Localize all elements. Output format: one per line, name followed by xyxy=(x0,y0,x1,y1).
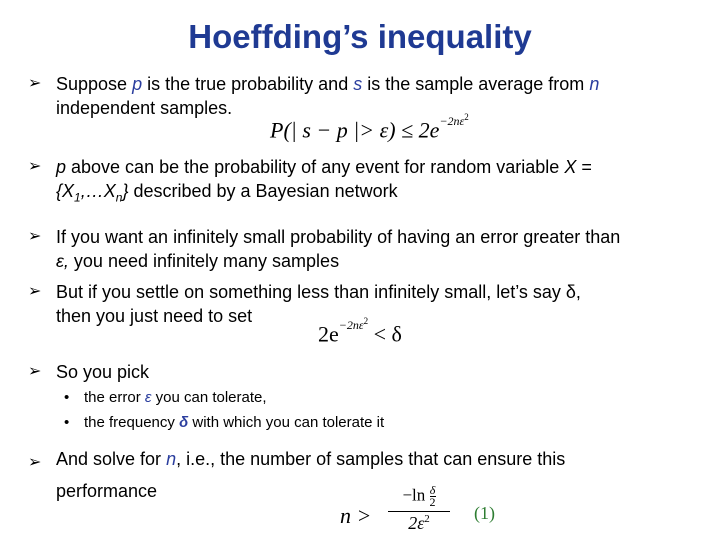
slide-title: Hoeffding’s inequality xyxy=(188,18,532,55)
bullet-1-text: Suppose p is the true probability and s is the sample average from n independent samples. xyxy=(56,74,600,118)
arrow-bullet-icon: ➢ xyxy=(28,158,42,175)
hoeffding-equation: P(| s − p |> $\varepsilon) \le 2e^{-2n\varepsilon^2}$ xyxy=(270,112,469,143)
arrow-bullet-icon: ➢ xyxy=(28,228,42,245)
equation-number: (1) xyxy=(474,503,495,523)
bullet-5-text: So you pick xyxy=(56,362,150,382)
bullet-4-text: But if you settle on something less than infinitely small, let’s say δ, then you just need to set xyxy=(56,282,581,326)
arrow-bullet-icon: ➢ xyxy=(28,75,42,92)
bullet-2-text: p above can be the probability of any event for random variable X = $\{X_1,\dots X_n\}$ described by a Bayesian network xyxy=(56,157,592,205)
dot-bullet-icon: • xyxy=(64,389,70,406)
sample-size-equation: n > −ln $\frac{\delta}{2}$ $2\varepsilon^2$ xyxy=(340,485,490,537)
fraction xyxy=(388,485,450,534)
arrow-bullet-icon: ➢ xyxy=(28,363,42,380)
delta-equation: $2e^{-2n\varepsilon^2} < \delta$ xyxy=(318,316,402,347)
var-s: s xyxy=(353,74,363,94)
bullet-6-text: And solve for n, i.e., the number of samples that can ensure this performance xyxy=(56,449,566,501)
arrow-bullet-icon: ➢ xyxy=(28,283,42,300)
var-n: n xyxy=(589,74,600,94)
var-p: p xyxy=(132,74,143,94)
fraction-bar xyxy=(388,511,450,512)
denominator: $2\varepsilon^2$ xyxy=(408,513,430,533)
sub-bullet-error: • the error ε you can tolerate, xyxy=(64,389,267,406)
numerator: −ln $\frac{\delta}{2}$ xyxy=(402,483,436,509)
bullet-3-text: If you want an infinitely small probability of having an error greater than ε, you need infinitely many samples xyxy=(56,227,621,271)
dot-bullet-icon: • xyxy=(64,414,70,431)
arrow-bullet-icon: ➢ xyxy=(28,454,42,471)
sub-bullet-frequency: • the frequency δ with which you can tolerate it xyxy=(64,414,385,431)
